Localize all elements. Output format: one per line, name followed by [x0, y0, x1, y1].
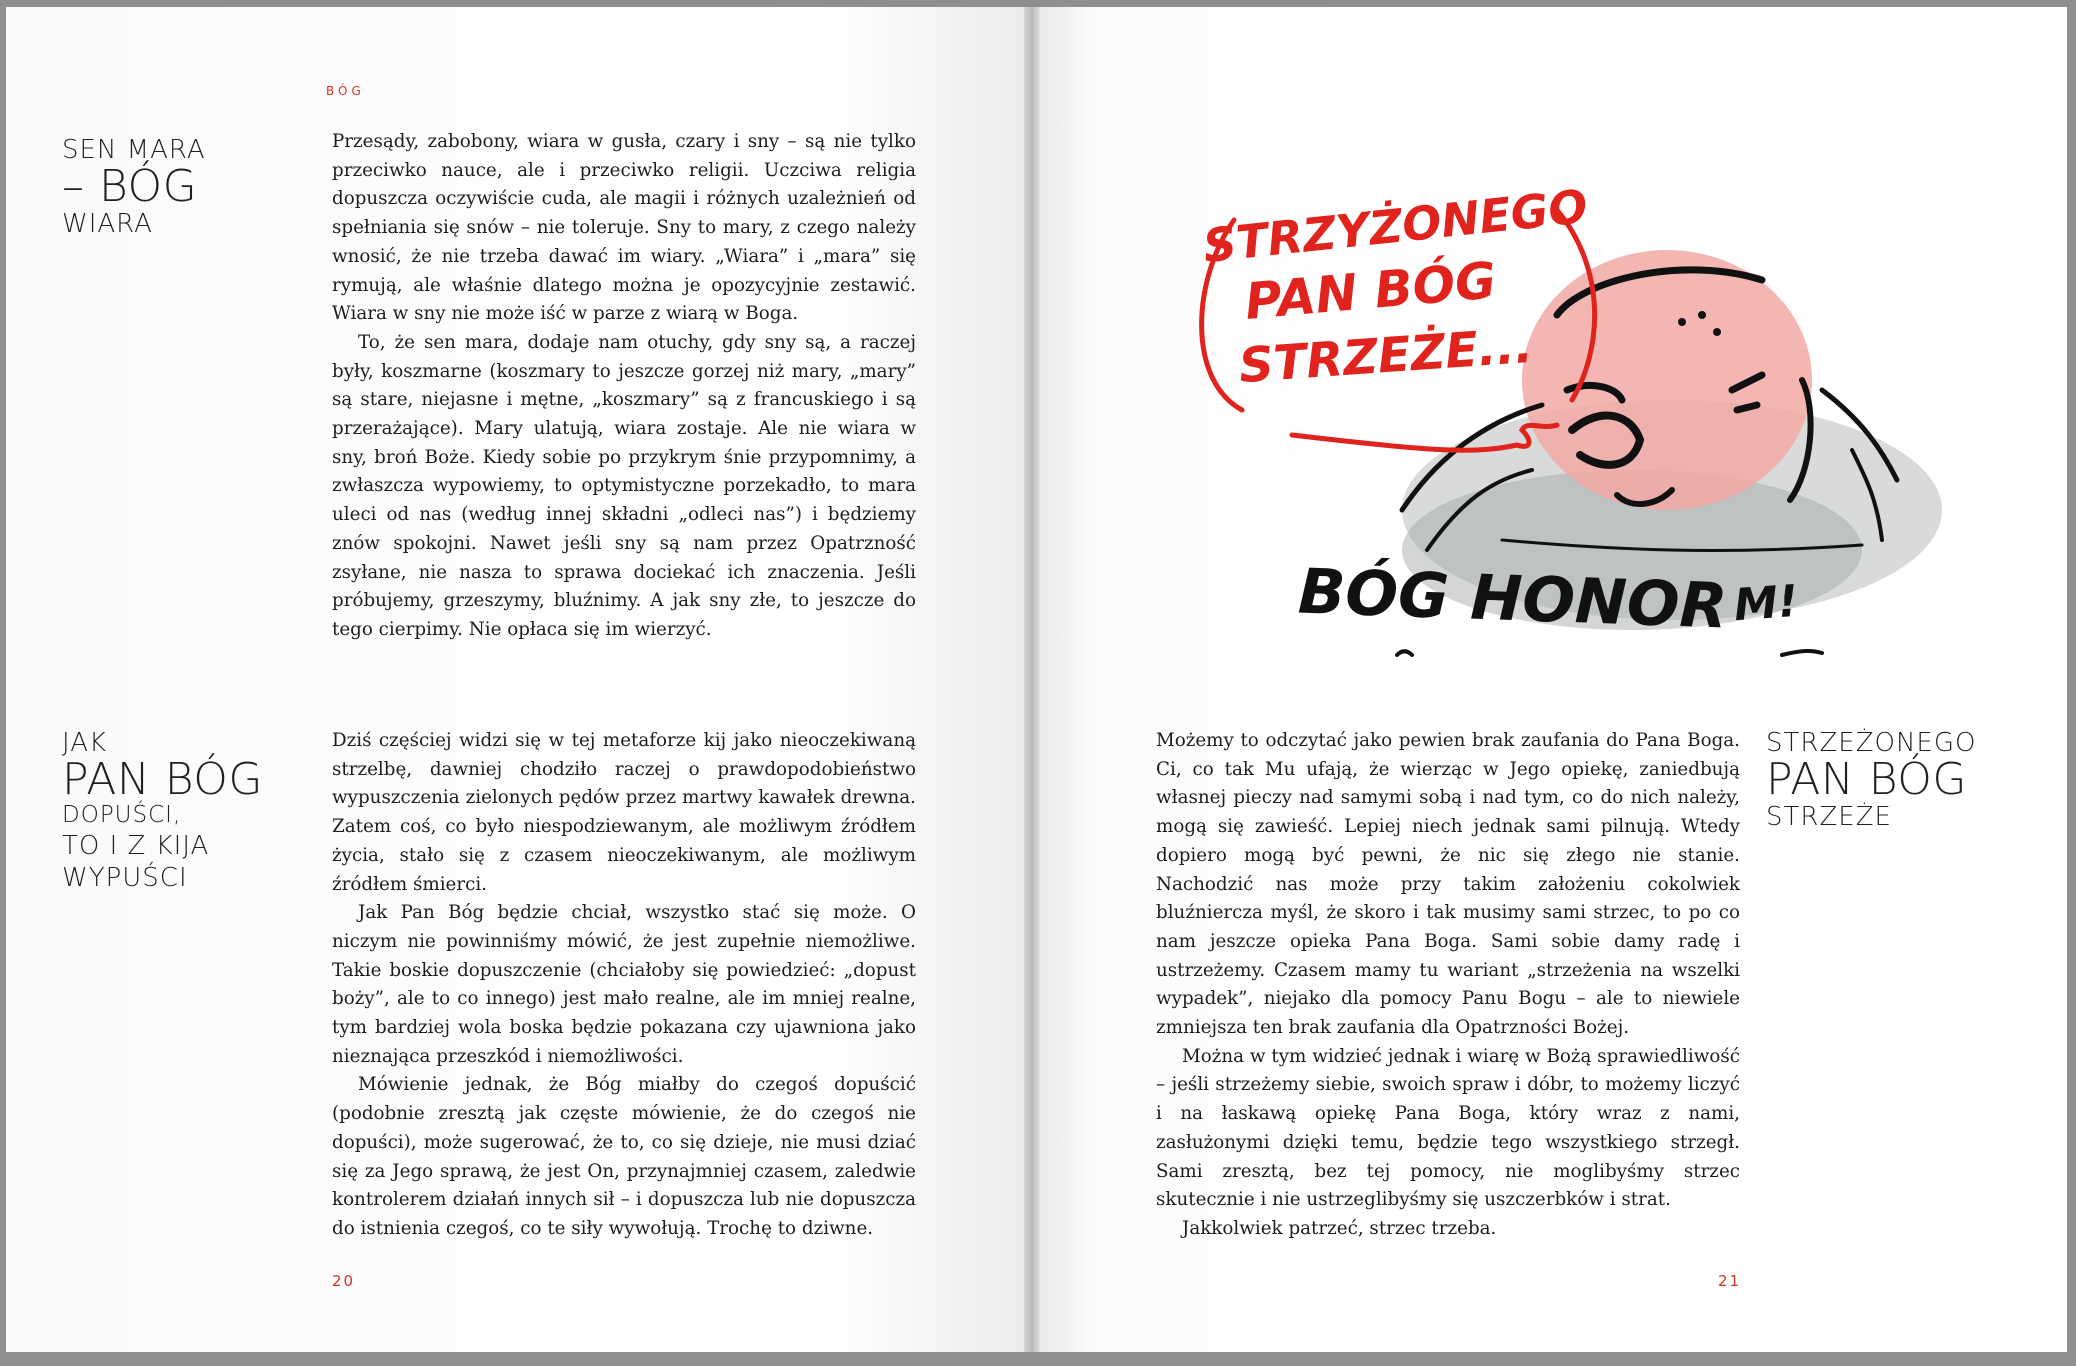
title-line-big: PAN BÓG	[62, 754, 263, 805]
running-head: BÓG	[326, 84, 365, 98]
paragraph: Można w tym widzieć jednak i wiarę w Bożą sprawiedliwość – jeśli strzeżemy siebie, swoich spraw i dóbr, to możemy liczyć i na łaskawą opiekę Pana Boga, który wraz z nami, zasłużonymi dzięki temu, będzie tego wszystkiego strzegł. Sami zresztą, bez tej pomocy, nie moglibyśmy strzec skutecznie i nie ustrzeglibyśmy się uszczerbków i strat.	[1156, 1045, 1740, 1211]
section-title-strzezonego	[1766, 730, 1976, 830]
paragraph: Możemy to odczytać jako pewien brak zaufania do Pana Boga. Ci, co tak Mu ufają, że wierząc w Jego opiekę, zaniedbują własnej pieczy nad samymi sobą i nad tym, co do nich należy, mogą się zawieść. Lepiej niech jednak sami pilnują. Wtedy dopiero mogą być pewni, że nic się złego nie stanie. Nachodzić nas może przy takim założeniu cokolwiek bluźniercza myśl, że skoro i tak musimy sami strzec, to po co nam jeszcze opieka Pana Boga. Sami sobie damy radę i ustrzeżemy. Czasem mamy tu wariant „strzeżenia na wszelki wypadek”, niejako dla pomocy Panu Bogu – ale to niewiele zmniejsza ten brak zaufania dla Opatrzności Bożej.	[1156, 730, 1740, 1039]
paragraph: Jakkolwiek patrzeć, strzec trzeba.	[1182, 1217, 1497, 1239]
title-line-big: PAN BÓG	[1766, 754, 1967, 805]
book-gutter	[1024, 7, 1040, 1352]
paragraph: Dziś częściej widzi się w tej metaforze kij jako nieoczekiwaną strzelbę, dawniej chodziło raczej o prawdopodobieństwo wypuszczenia zielonych pędów przez martwy kawałek drewna. Zatem coś, co było niespodziewanym, ale możliwym źródłem życia, stało się z czasem nieoczekiwanym, ale możliwym źródłem śmierci.	[332, 730, 916, 895]
speech-text: PAN BÓG	[1242, 251, 1499, 331]
head-shape	[1522, 250, 1812, 510]
title-line: TO I Z KIJA	[62, 831, 210, 861]
cartoon-illustration	[1162, 150, 1942, 670]
page-number-left: 20	[332, 1272, 356, 1290]
banner-text: M!	[1732, 575, 1800, 632]
paragraph: Mówienie jednak, że Bóg miałby do czegoś dopuścić (podobnie zresztą jak częste mówienie, że do czegoś nie dopuści), może sugerować, że to, co się dzieje, nie musi dziać się za Jego sprawą, że jest On, przynajmniej czasem, zaledwie kontrolerem działań innych sił – i dopuszcza lub nie dopuszcza do istnienia czegoś, co te siły wywołują. Trochę to dziwne.	[332, 1074, 916, 1239]
title-line: STRZEŻE	[1766, 802, 1892, 832]
section-title-sen-mara	[62, 137, 206, 237]
banner-text: BÓG HONOR	[1296, 554, 1729, 643]
paragraph: Przesądy, zabobony, wiara w gusła, czary i sny – są nie tylko przeciwko nauce, ale i przeciwko religii. Uczciwa religia dopuszcza oczywiście cuda, ale magii i różnych uzależnień od spełniania się snów – nie toleruje. Sny to mary, z czego należy wnosić, że nie trzeba dawać im wiary. „Wiara” i „mara” się rymują, ale właśnie dlatego można je opozycyjnie zestawić. Wiara w sny nie może iść w parze z wiarą w Boga.	[332, 131, 916, 325]
speech-text: STRZYŻONEGO	[1200, 179, 1591, 274]
title-line: DOPUŚCI,	[62, 802, 182, 828]
title-line-big: – BÓG	[62, 161, 198, 212]
section-body-strzezonego	[1156, 727, 1740, 1244]
title-line: WIARA	[62, 209, 153, 239]
paragraph: To, że sen mara, dodaje nam otuchy, gdy sny są, a raczej były, koszmarne (koszmary to jeszcze gorzej niż mary, „mary” są stare, niejasne i mętne, „koszmary” są z francuskiego i są przerażające). Mary ulatują, wiara zostaje. Ale nie wiara w sny, broń Boże. Kiedy sobie po przykrym śnie przypomnimy, a zwłaszcza wypowiemy, to optymistyczne porzekadło, to mara uleci od nas (według innej składni „odleci nas”) i będziemy znów spokojni. Nawet jeśli sny są nam przez Opatrzność zsyłane, nie nasza to sprawa dociekać ich znaczenia. Jeśli próbujemy, grzeszymy, bluźnimy. A jak sny złe, to jeszcze do tego cierpimy. Nie opłaca się im wierzyć.	[332, 331, 916, 640]
title-line: WYPUŚCI	[62, 863, 188, 893]
title-line: SEN MARA	[62, 135, 206, 165]
title-line: STRZEŻONEGO	[1766, 728, 1977, 758]
title-line: JAK	[62, 728, 108, 758]
section-title-jak-pan-bog	[62, 730, 263, 891]
speech-text: STRZEŻE...	[1237, 317, 1535, 395]
section-body-jak-pan-bog	[332, 727, 916, 1244]
page-number-right: 21	[1718, 1272, 1742, 1290]
paragraph: Jak Pan Bóg będzie chciał, wszystko stać się może. O niczym nie powinniśmy mówić, że jest zupełnie niemożliwe. Takie boskie dopuszczenie (chciałoby się powiedzieć: „dopust boży”, ale to co innego) jest mało realne, ale im mniej realne, tym bardziej wola boska będzie pokazana czy ujawniona jako nieznająca przeszkód i niemożliwości.	[332, 902, 916, 1067]
section-body-sen-mara	[332, 128, 916, 645]
